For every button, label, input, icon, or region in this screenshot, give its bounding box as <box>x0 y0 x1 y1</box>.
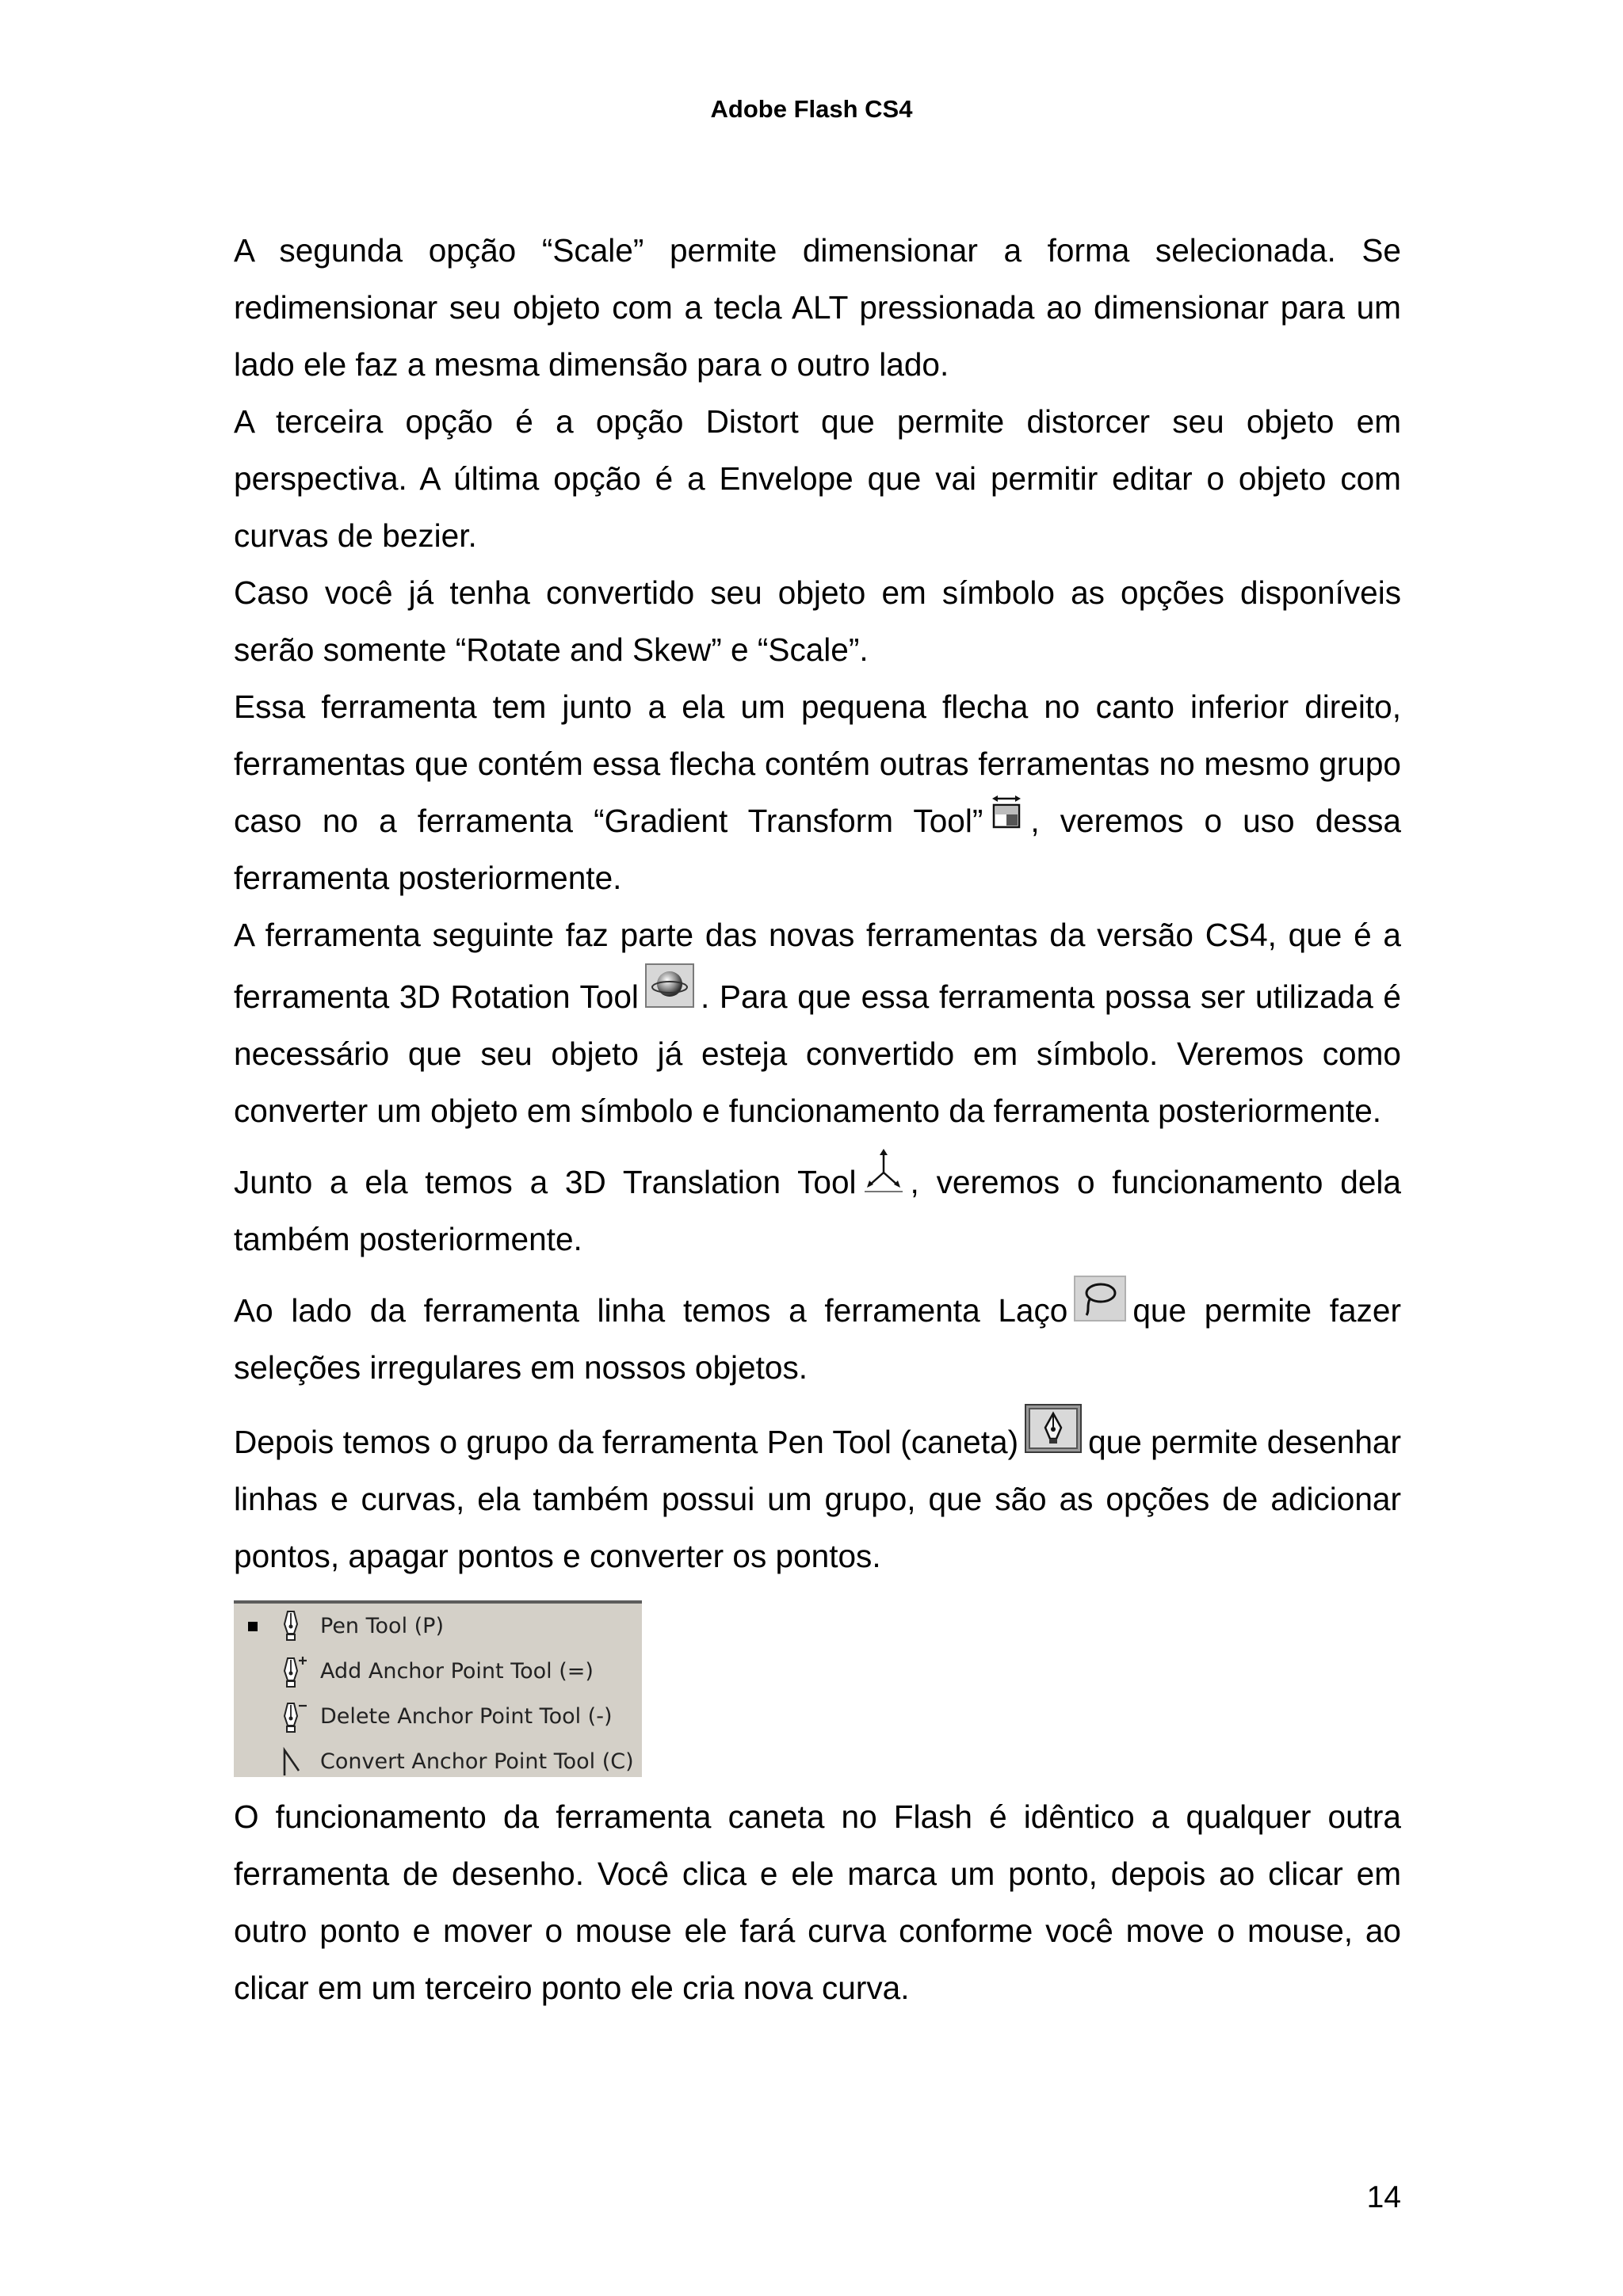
menu-item-pen-tool[interactable] <box>234 1604 642 1649</box>
3d-translation-icon <box>863 1147 904 1211</box>
convert-anchor-point-icon <box>277 1745 305 1795</box>
menu-item-add-anchor-point[interactable] <box>234 1649 642 1694</box>
menu-item-label: Pen Tool (P) <box>320 1614 445 1638</box>
paragraph-3d-rotation-tail: . Para que essa ferramenta possa ser utilizada é necessário que seu objeto já esteja convertido em símbolo. Veremos como converter um objeto em símbolo e funcionamento da ferramenta posteriormente. <box>234 978 1402 1129</box>
selected-bullet-icon <box>248 1622 258 1631</box>
paragraph-gradient-transform <box>234 678 1401 906</box>
body-text <box>234 222 1401 2016</box>
3d-rotation-icon <box>645 963 694 1025</box>
page-number: 14 <box>1366 2180 1401 2214</box>
pen-tool-icon <box>1025 1404 1082 1470</box>
paragraph-lasso-text: Ao lado da ferramenta linha temos a ferramenta Laço <box>234 1292 1068 1329</box>
paragraph-gradient-transform-tail: , veremos o uso dessa ferramenta posteriormente. <box>234 803 1402 896</box>
paragraph-lasso-tail: que permite fazer seleções irregulares em nossos objetos. <box>234 1292 1401 1386</box>
menu-item-convert-anchor-point[interactable] <box>234 1739 642 1784</box>
paragraph-pen-tool-text: Depois temos o grupo da ferramenta Pen Tool (caneta) <box>234 1424 1019 1460</box>
paragraph-lasso <box>234 1276 1401 1396</box>
paragraph-gradient-transform-text: Essa ferramenta tem junto a ela um pequena flecha no canto inferior direito, ferramentas que contém essa flecha contém outras ferramentas no mesmo grupo caso no a ferramenta “Gradient Transform Tool” <box>234 688 1401 839</box>
menu-item-delete-anchor-point[interactable] <box>234 1694 642 1739</box>
paragraph-3d-rotation <box>234 906 1401 1139</box>
paragraph-3d-translation-text: Junto a ela temos a 3D Translation Tool <box>234 1164 857 1200</box>
paragraph-3d-translation <box>234 1147 1401 1268</box>
paragraph-3d-translation-tail: , veremos o funcionamento dela também posteriormente. <box>234 1164 1401 1257</box>
menu-item-label: Delete Anchor Point Tool (-) <box>320 1704 613 1729</box>
gradient-transform-icon <box>989 792 1024 849</box>
paragraph-distort: A terceira opção é a opção Distort que permite distorcer seu objeto em perspectiva. A última opção é a Envelope que vai permitir editar o objeto com curvas de bezier. <box>234 403 1401 554</box>
paragraph-symbol-options: Caso você já tenha convertido seu objeto em símbolo as opções disponíveis serão somente “Rotate and Skew” e “Scale”. <box>234 574 1401 668</box>
paragraph-3d-rotation-text: A ferramenta seguinte faz parte das novas ferramentas da versão CS4, que é a ferramenta 3D Rotation Tool <box>234 917 1401 1015</box>
paragraph-pen-functioning: O funcionamento da ferramenta caneta no Flash é idêntico a qualquer outra ferramenta de desenho. Você clica e ele marca um ponto, depois ao clicar em outro ponto e mover o mouse ele fará curva conforme você move o mouse, ao clicar em um terceiro ponto ele cria nova curva. <box>234 1798 1401 2006</box>
menu-item-label: Convert Anchor Point Tool (C) <box>320 1749 634 1774</box>
paragraph-scale: A segunda opção “Scale” permite dimensionar a forma selecionada. Se redimensionar seu objeto com a tecla ALT pressionada ao dimensionar para um lado ele faz a mesma dimensão para o outro lado. <box>234 232 1401 383</box>
paragraph-pen-tool-tail: que permite desenhar linhas e curvas, ela também possui um grupo, que são as opções de adicionar pontos, apagar pontos e converter os pontos. <box>234 1424 1402 1574</box>
lasso-icon <box>1074 1276 1126 1339</box>
menu-item-label: Add Anchor Point Tool (=) <box>320 1659 594 1684</box>
paragraph-pen-tool <box>234 1404 1401 1585</box>
pen-tool-menu <box>234 1600 642 1777</box>
page-header: Adobe Flash CS4 <box>710 95 913 123</box>
